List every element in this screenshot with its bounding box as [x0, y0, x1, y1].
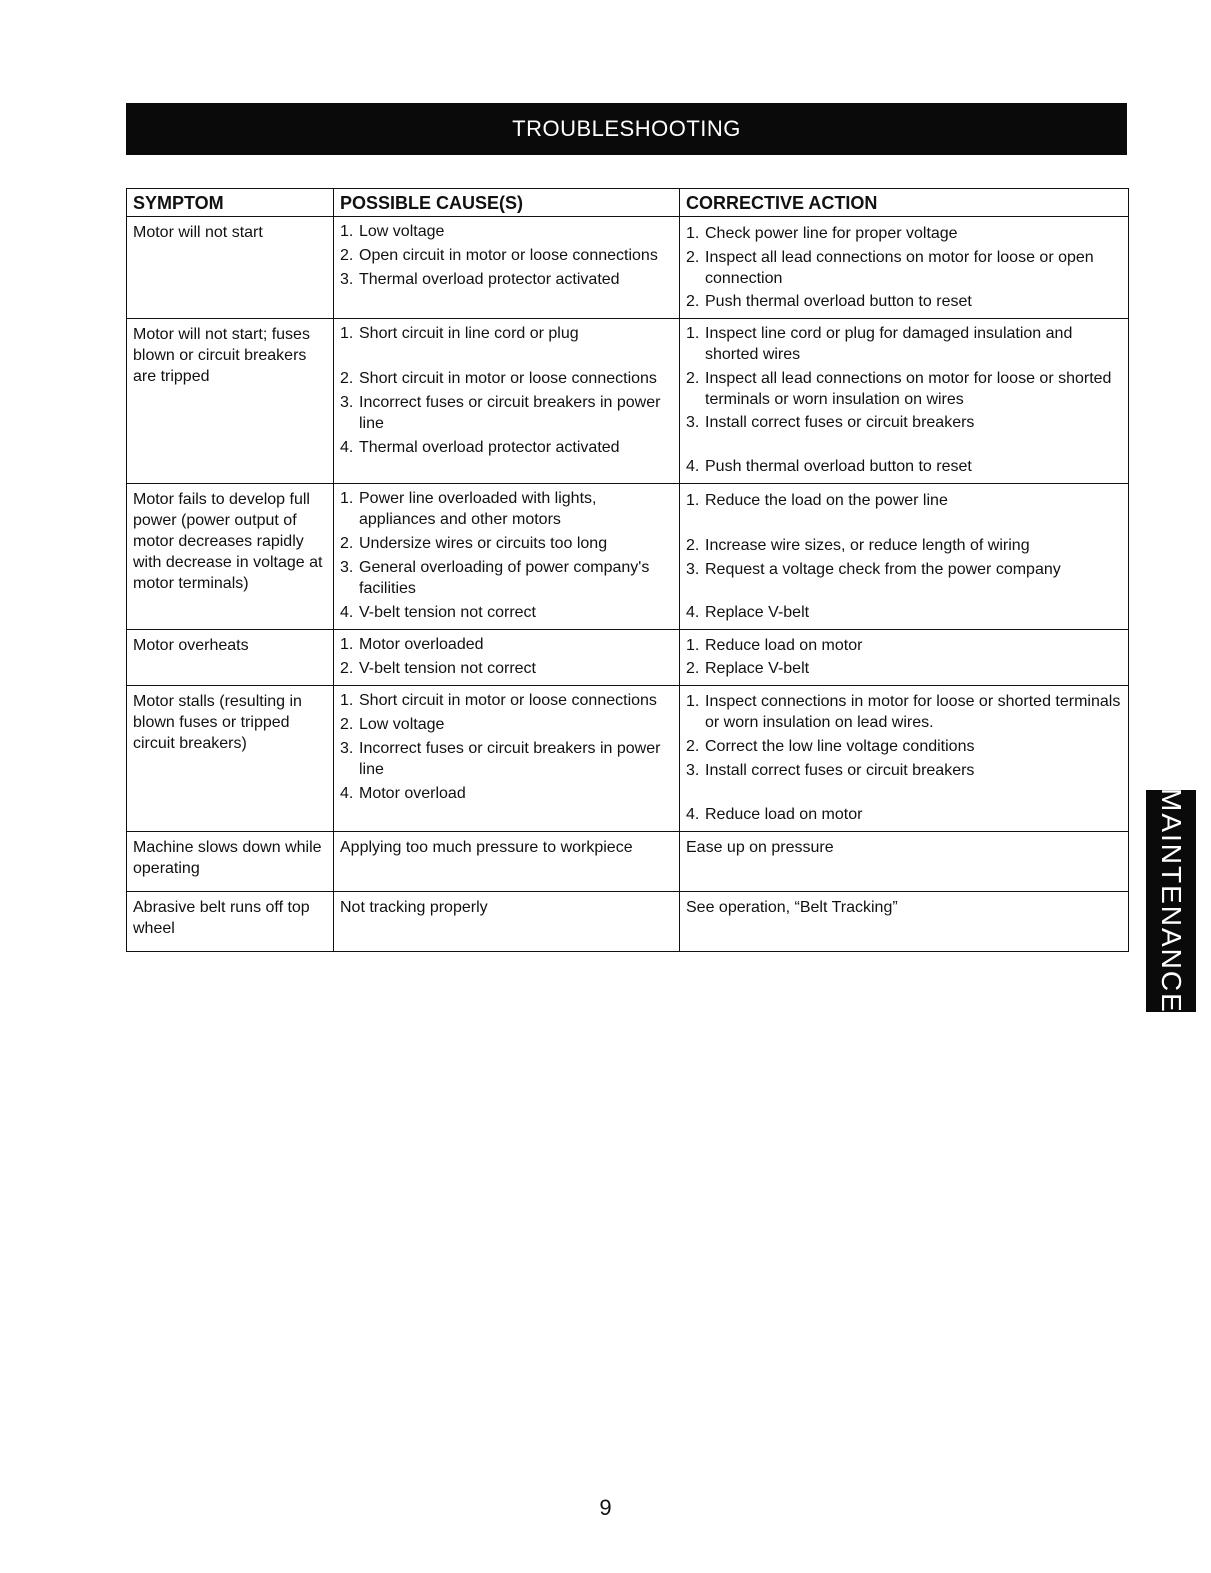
action-item: 1. Reduce the load on the power line [686, 492, 948, 509]
action-item: 1. Inspect line cord or plug for damaged insulation and shorted wires [686, 325, 1073, 363]
action-item: 4. Replace V-belt [686, 604, 810, 621]
cause-cell: Applying too much pressure to workpiece [334, 832, 680, 892]
action-item: 1. Check power line for proper voltage [686, 225, 958, 242]
column-header-possible-causes: POSSIBLE CAUSE(S) [334, 189, 680, 217]
symptom-cell: Motor stalls (resulting in blown fuses or tripped circuit breakers) [127, 686, 334, 832]
symptom-cell: Motor will not start [127, 217, 334, 319]
action-item: 1. Reduce load on motor [686, 637, 863, 654]
table-row [127, 892, 1129, 952]
section-title: TROUBLESHOOTING [512, 116, 741, 141]
table-row [127, 217, 1129, 319]
cause-item: 3. Incorrect fuses or circuit breakers in power line [340, 394, 661, 432]
table-row [127, 630, 1129, 686]
cause-cell [334, 484, 680, 630]
cause-item: 1. Low voltage [340, 223, 445, 240]
symptom-cell: Motor will not start; fuses blown or circuit breakers are tripped [127, 319, 334, 484]
action-item: 4. Push thermal overload button to reset [686, 458, 972, 475]
column-header-corrective-action: CORRECTIVE ACTION [680, 189, 1129, 217]
cause-item: 2. Undersize wires or circuits too long [340, 535, 608, 552]
table-header-row [127, 189, 1129, 217]
cause-item: 1. Power line overloaded with lights, appliances and other motors [340, 490, 597, 528]
action-cell [680, 686, 1129, 832]
action-item: 2. Push thermal overload button to reset [686, 293, 972, 310]
cause-item: 4. V-belt tension not correct [340, 604, 536, 621]
action-cell [680, 484, 1129, 630]
action-item: 4. Reduce load on motor [686, 806, 863, 823]
column-header-symptom: SYMPTOM [127, 189, 334, 217]
symptom-cell: Machine slows down while operating [127, 832, 334, 892]
table-row [127, 484, 1129, 630]
action-item: 3. Install correct fuses or circuit breakers [686, 762, 975, 779]
action-item: 3. Request a voltage check from the power company [686, 561, 1061, 578]
section-title-banner [126, 103, 1127, 155]
cause-item: 4. Motor overload [340, 785, 466, 802]
action-cell [680, 217, 1129, 319]
cause-cell: Not tracking properly [334, 892, 680, 952]
symptom-cell: Motor overheats [127, 630, 334, 686]
action-item: 2. Increase wire sizes, or reduce length of wiring [686, 537, 1030, 554]
symptom-cell: Motor fails to develop full power (power output of motor decreases rapidly with decrease in voltage at motor terminals) [127, 484, 334, 630]
action-item: 2. Inspect all lead connections on motor for loose or shorted terminals or worn insulation on wires [686, 370, 1112, 408]
action-cell: See operation, “Belt Tracking” [680, 892, 1129, 952]
cause-item: 2. Short circuit in motor or loose connections [340, 370, 657, 387]
cause-item: 4. Thermal overload protector activated [340, 439, 620, 456]
cause-item: 3. General overloading of power company's facilities [340, 559, 650, 597]
cause-cell [334, 319, 680, 484]
cause-item: 3. Incorrect fuses or circuit breakers in power line [340, 740, 661, 778]
cause-item: 3. Thermal overload protector activated [340, 271, 620, 288]
cause-item: 1. Short circuit in motor or loose connections [340, 692, 657, 709]
troubleshooting-table [126, 188, 1129, 952]
table-row [127, 319, 1129, 484]
page-number: 9 [599, 1495, 612, 1520]
cause-item: 1. Motor overloaded [340, 636, 484, 653]
cause-cell [334, 630, 680, 686]
side-tab-label: MAINTENANCE [1156, 788, 1187, 1014]
cause-cell [334, 217, 680, 319]
cause-item: 2. Open circuit in motor or loose connections [340, 247, 658, 264]
action-item: 3. Install correct fuses or circuit breakers [686, 414, 975, 431]
action-item: 2. Inspect all lead connections on motor for loose or open connection [686, 249, 1094, 287]
table-row [127, 832, 1129, 892]
cause-item: 2. Low voltage [340, 716, 445, 733]
action-cell: Ease up on pressure [680, 832, 1129, 892]
cause-item: 2. V-belt tension not correct [340, 660, 536, 677]
action-cell [680, 319, 1129, 484]
section-side-tab [1146, 790, 1196, 1012]
symptom-cell: Abrasive belt runs off top wheel [127, 892, 334, 952]
action-item: 2. Replace V-belt [686, 660, 810, 677]
action-cell [680, 630, 1129, 686]
cause-item: 1. Short circuit in line cord or plug [340, 325, 579, 342]
table-row [127, 686, 1129, 832]
cause-cell [334, 686, 680, 832]
action-item: 2. Correct the low line voltage conditions [686, 738, 975, 755]
action-item: 1. Inspect connections in motor for loose or shorted terminals or worn insulation on lead wires. [686, 693, 1121, 731]
